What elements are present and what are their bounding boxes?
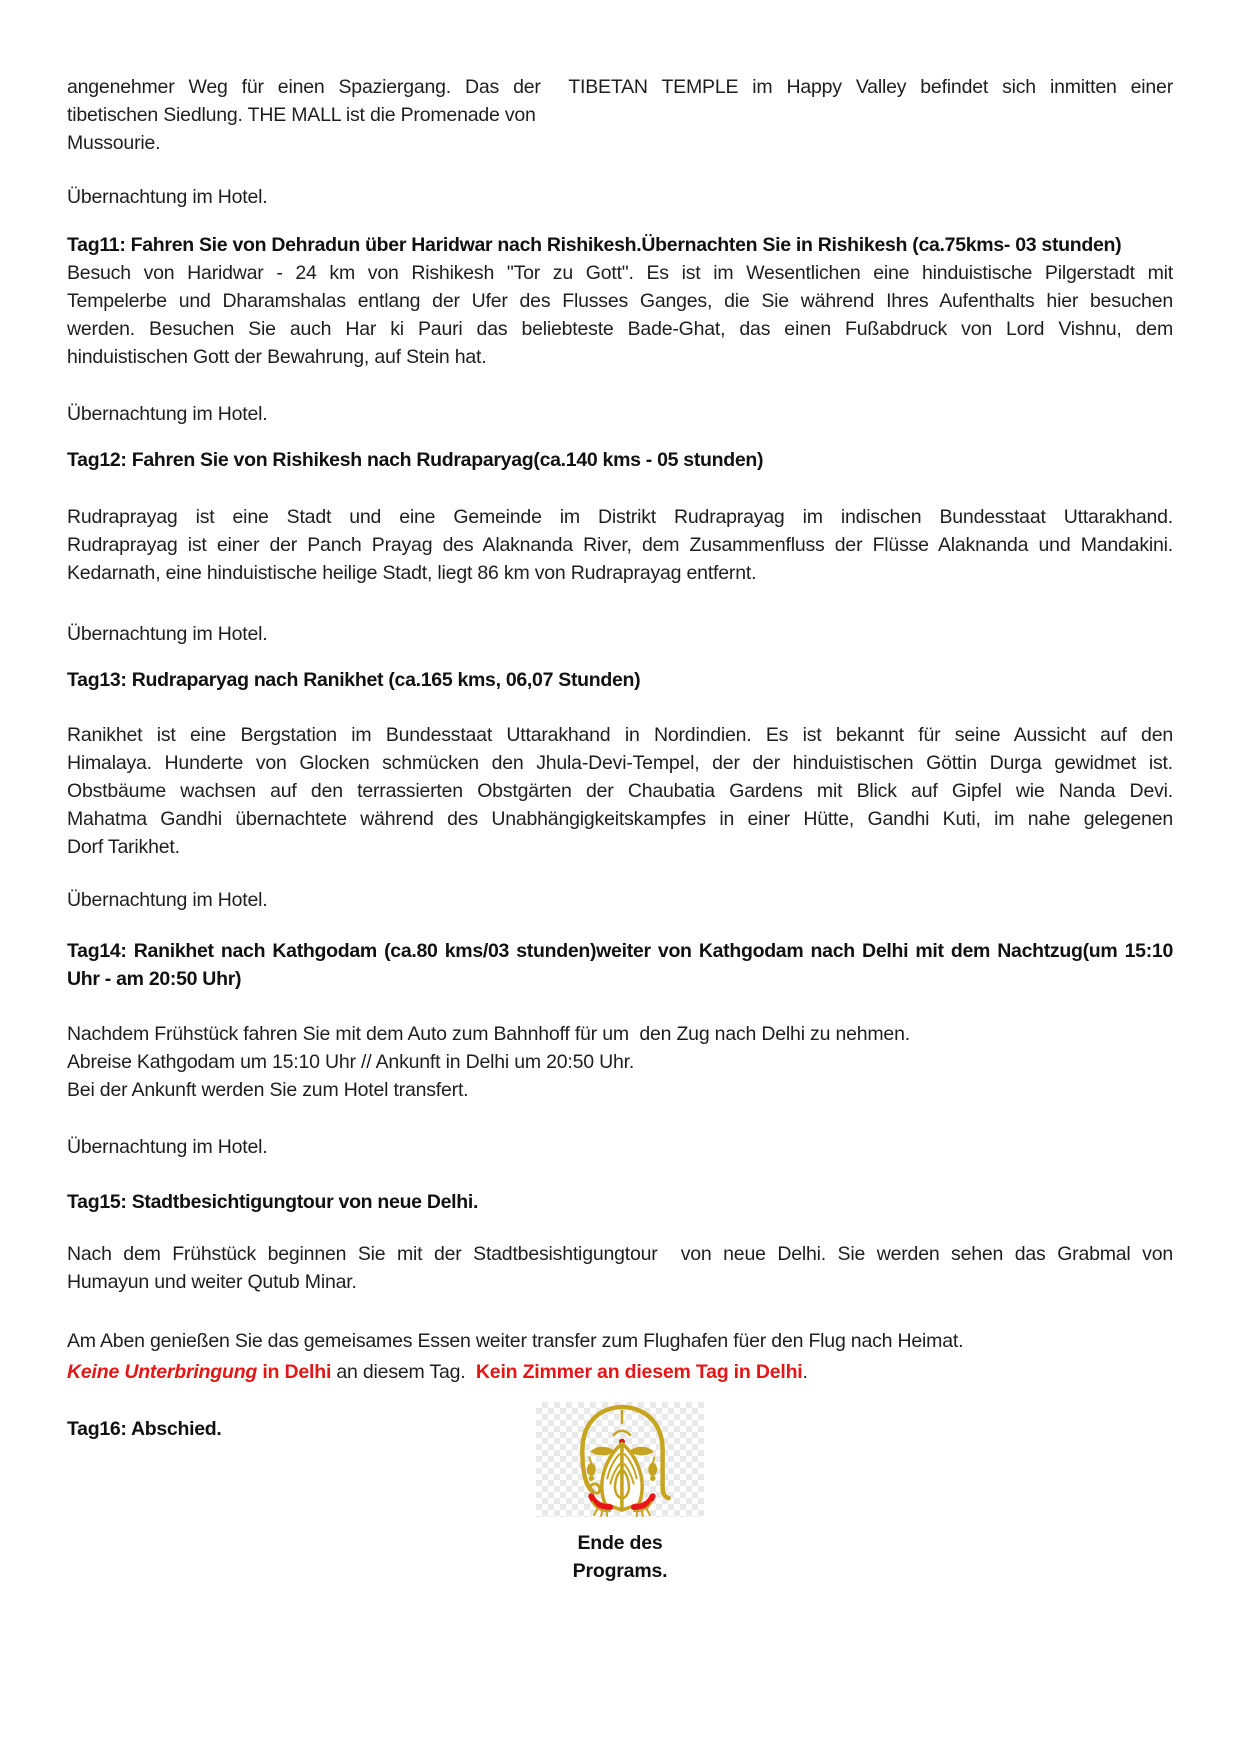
text-line: Am Aben genießen Sie das gemeisames Essen weiter transfer zum Flughafen füer den Flug nach Heimat. [67, 1330, 964, 1352]
image-caption: Ende des Programs. [572, 1532, 668, 1582]
text-line: Rudraprayag ist einer der Panch Prayag des Alaknanda River, dem Zusammenfluss der Flüsse Alaknanda und Mandakini. [67, 534, 1173, 556]
overnight-note-1: Übernachtung im Hotel. [67, 186, 268, 208]
day12-body [67, 503, 1173, 587]
text-line: Mussourie. [67, 132, 161, 154]
day14-body [67, 1020, 1173, 1104]
text-line: Tempelerbe und Dharamshalas entlang der Ufer des Flusses Ganges, die Sie während Ihres Aufenthalts hier besuchen [67, 290, 1173, 312]
no-room-line [67, 1357, 1173, 1388]
day11-heading: Tag11: Fahren Sie von Dehradun über Haridwar nach Rishikesh.Übernachten Sie in Rishikesh (ca.75kms- 03 stunden) [67, 234, 1122, 256]
text-line: Dorf Tarikhet. [67, 836, 180, 858]
text-line: Besuch von Haridwar - 24 km von Rishikesh "Tor zu Gott". Es ist im Wesentlichen eine hinduistische Pilgerstadt mit [67, 262, 1173, 284]
text-line: Humayun und weiter Qutub Minar. [67, 1271, 357, 1293]
text-line: Tag14: Ranikhet nach Kathgodam (ca.80 kms/03 stunden)weiter von Kathgodam nach Delhi mit dem Nachtzug(um 15:10 [67, 940, 1173, 962]
day11-body [67, 259, 1173, 371]
text-line: Kedarnath, eine hinduistische heilige Stadt, liegt 86 km von Rudraprayag entfernt. [67, 562, 757, 584]
intro-paragraph [67, 73, 1173, 157]
overnight-note-2: Übernachtung im Hotel. [67, 403, 268, 425]
period-text: . [802, 1361, 808, 1383]
day12-heading: Tag12: Fahren Sie von Rishikesh nach Rudraparyag(ca.140 kms - 05 stunden) [67, 449, 764, 471]
no-room-text: Kein Zimmer an diesem Tag in Delhi [475, 1361, 803, 1383]
text-line: werden. Besuchen Sie auch Har ki Pauri das beliebteste Bade-Ghat, das einen Fußabdruck von Lord Vishnu, dem [67, 318, 1173, 340]
namaste-image [536, 1402, 704, 1517]
day13-body [67, 721, 1173, 861]
day13-heading: Tag13: Rudraparyag nach Ranikhet (ca.165 kms, 06,07 Stunden) [67, 669, 641, 691]
overnight-note-4: Übernachtung im Hotel. [67, 889, 268, 911]
text-line: hinduistischen Gott der Bewahrung, auf Stein hat. [67, 346, 487, 368]
text-line: Bei der Ankunft werden Sie zum Hotel transfert. [67, 1079, 469, 1101]
text-line: Nachdem Frühstück fahren Sie mit dem Auto zum Bahnhoff für um den Zug nach Delhi zu nehmen. [67, 1023, 910, 1045]
day16-section [67, 1398, 1173, 1585]
overnight-note-5: Übernachtung im Hotel. [67, 1136, 268, 1158]
no-accommodation-text: Keine Unterbringung [67, 1361, 258, 1383]
text-line: Obstbäume wachsen auf den terrassierten Obstgärten der Chaubatia Gardens mit Blick auf Gipfel wie Nanda Devi. [67, 780, 1173, 802]
day14-heading [67, 937, 1173, 993]
text-line: Uhr - am 20:50 Uhr) [67, 968, 242, 990]
overnight-note-3: Übernachtung im Hotel. [67, 623, 268, 645]
namaste-figure [536, 1398, 704, 1585]
namaste-illustration-icon [536, 1402, 704, 1517]
text-line: tibetischen Siedlung. THE MALL ist die Promenade von [67, 104, 536, 126]
on-this-day-text: an diesem Tag. [331, 1361, 476, 1383]
day16-heading: Tag16: Abschied. [67, 1418, 222, 1440]
text-line: Ranikhet ist eine Bergstation im Bundesstaat Uttarakhand in Nordindien. Es ist bekannt für seine Aussicht auf den [67, 724, 1173, 746]
day15-evening-paragraph [67, 1326, 1173, 1388]
text-line: Abreise Kathgodam um 15:10 Uhr // Ankunft in Delhi um 20:50 Uhr. [67, 1051, 635, 1073]
text-line: angenehmer Weg für einen Spaziergang. Das der TIBETAN TEMPLE im Happy Valley befindet sich inmitten einer [67, 76, 1173, 98]
text-line: Rudraprayag ist eine Stadt und eine Gemeinde im Distrikt Rudraprayag im indischen Bundesstaat Uttarakhand. [67, 506, 1173, 528]
text-line: Himalaya. Hunderte von Glocken schmücken den Jhula-Devi-Tempel, der der hinduistischen Göttin Durga gewidmet ist. [67, 752, 1173, 774]
text-line: Nach dem Frühstück beginnen Sie mit der Stadtbesishtigungtour von neue Delhi. Sie werden sehen das Grabmal von [67, 1243, 1173, 1265]
day15-body [67, 1240, 1173, 1296]
text-line: Mahatma Gandhi übernachtete während des Unabhängigkeitskampfes in einer Hütte, Gandhi Kuti, im nahe gelegenen [67, 808, 1173, 830]
in-delhi-text: in Delhi [257, 1361, 332, 1383]
day15-heading: Tag15: Stadtbesichtigungtour von neue Delhi. [67, 1191, 479, 1213]
